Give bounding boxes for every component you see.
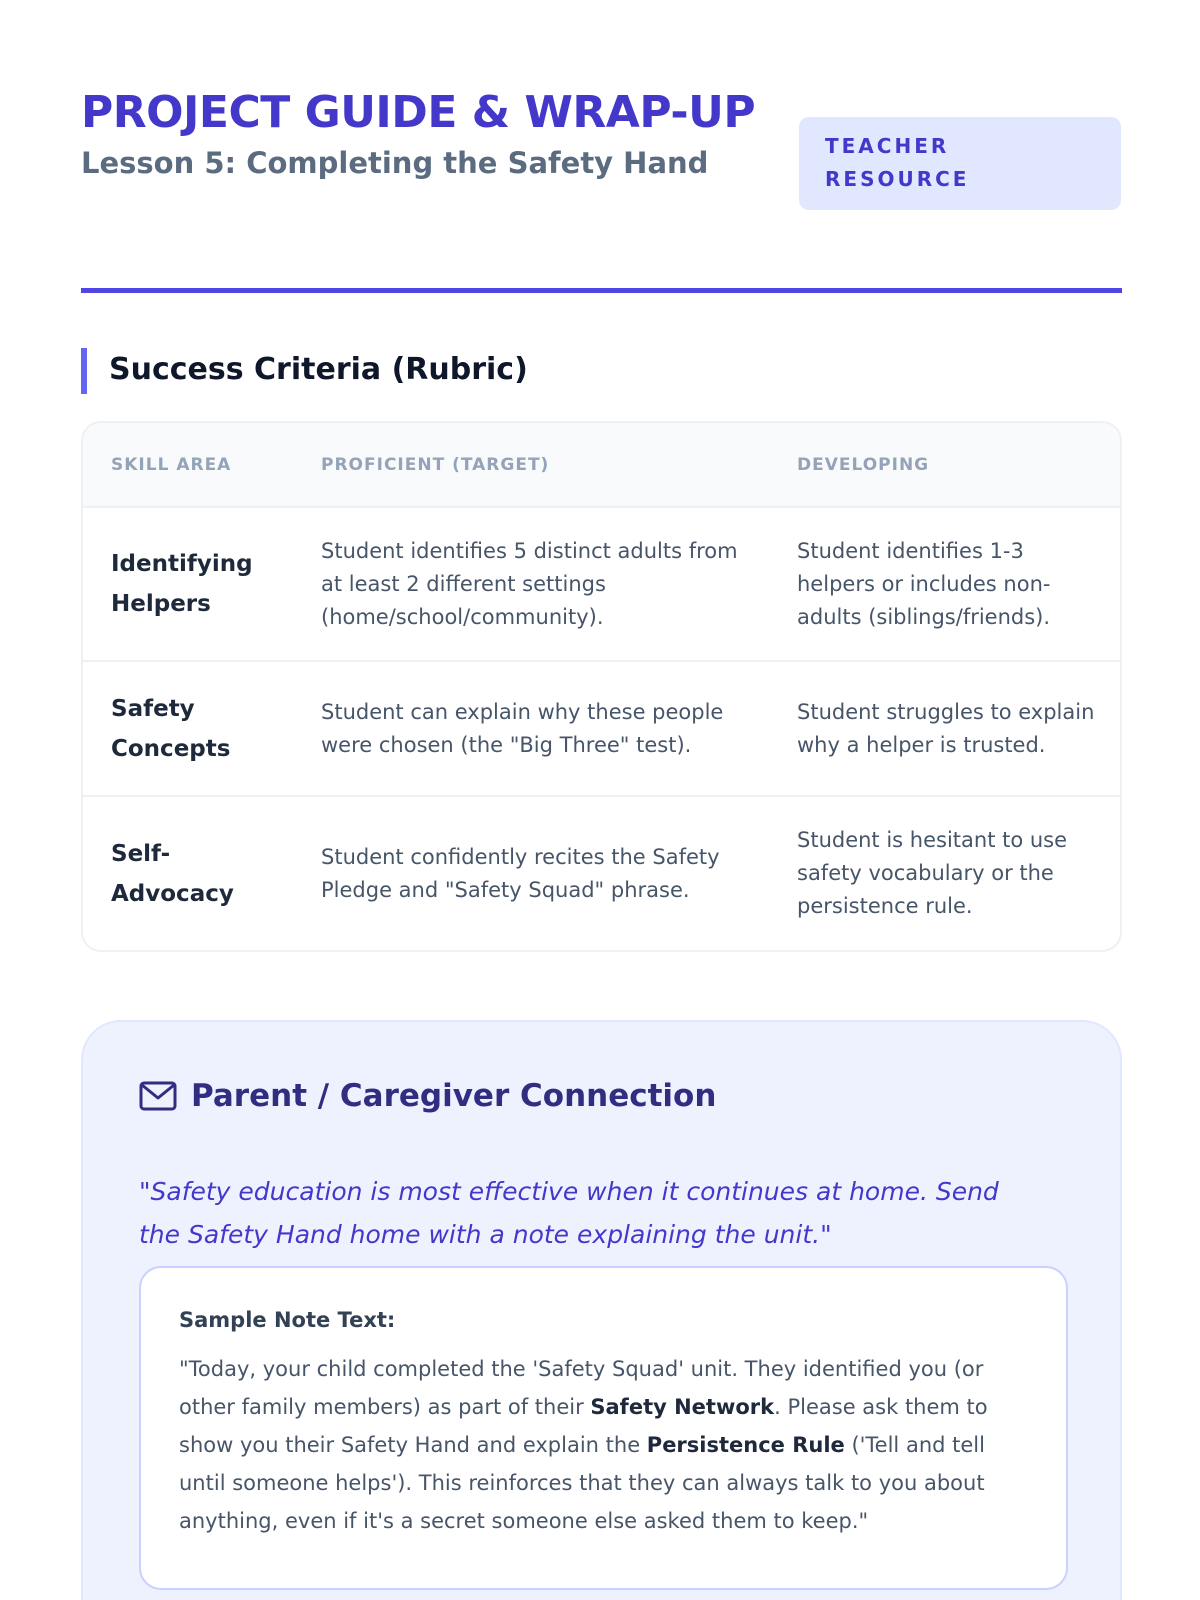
mail-icon: [139, 1081, 177, 1111]
proficient-cell: Student confidently recites the Safety Pledge and "Safety Squad" phrase.: [293, 796, 769, 950]
developing-cell: Student is hesitant to use safety vocabulary or the persistence rule.: [769, 796, 1120, 950]
parent-connection-panel: [81, 1020, 1122, 1600]
sample-note-label: Sample Note Text:: [179, 1308, 396, 1332]
page-subtitle: Lesson 5: Completing the Safety Hand: [81, 146, 709, 180]
sample-note-text: [179, 1350, 1028, 1540]
column-header-skill: SKILL AREA: [83, 423, 293, 507]
table-row: [83, 507, 1120, 661]
parent-connection-header: [139, 1078, 716, 1114]
rubric-table: [81, 421, 1122, 952]
parent-connection-title: Parent / Caregiver Connection: [191, 1078, 717, 1114]
page-title: PROJECT GUIDE & WRAP-UP: [81, 87, 756, 138]
skill-cell: Safety Concepts: [83, 661, 293, 796]
rubric-header-row: [83, 423, 1120, 507]
proficient-cell: Student identifies 5 distinct adults from at least 2 different settings (home/school/community).: [293, 507, 769, 661]
teacher-resource-badge: TEACHER RESOURCE: [799, 117, 1121, 210]
note-text-part: ('Tell and tell until someone helps'). This reinforces that they can always talk to you about anything, even if it's a secret someone else asked them to keep.": [179, 1433, 985, 1533]
note-bold-term: Safety Network: [590, 1395, 775, 1419]
proficient-cell: Student can explain why these people were chosen (the "Big Three" test).: [293, 661, 769, 796]
table-row: [83, 661, 1120, 796]
sample-note-box: [139, 1266, 1068, 1590]
developing-cell: Student identifies 1-3 helpers or includes non-adults (siblings/friends).: [769, 507, 1120, 661]
note-bold-term: Persistence Rule: [646, 1433, 845, 1457]
table-row: [83, 796, 1120, 950]
skill-cell: Identifying Helpers: [83, 507, 293, 661]
rubric-heading: Success Criteria (Rubric): [81, 348, 528, 394]
note-text-part: . Please ask them to show you their Safety Hand and explain the: [179, 1395, 988, 1457]
developing-cell: Student struggles to explain why a helper is trusted.: [769, 661, 1120, 796]
parent-quote: "Safety education is most effective when it continues at home. Send the Safety Hand home with a note explaining the unit.": [139, 1177, 999, 1249]
page-header: [81, 84, 1122, 191]
header-divider: [81, 288, 1122, 293]
skill-cell: Self-Advocacy: [83, 796, 293, 950]
note-text-part: "Today, your child completed the 'Safety Squad' unit. They identified you (or other family members) as part of their: [179, 1357, 984, 1419]
column-header-developing: DEVELOPING: [769, 423, 1120, 507]
column-header-proficient: PROFICIENT (TARGET): [293, 423, 769, 507]
